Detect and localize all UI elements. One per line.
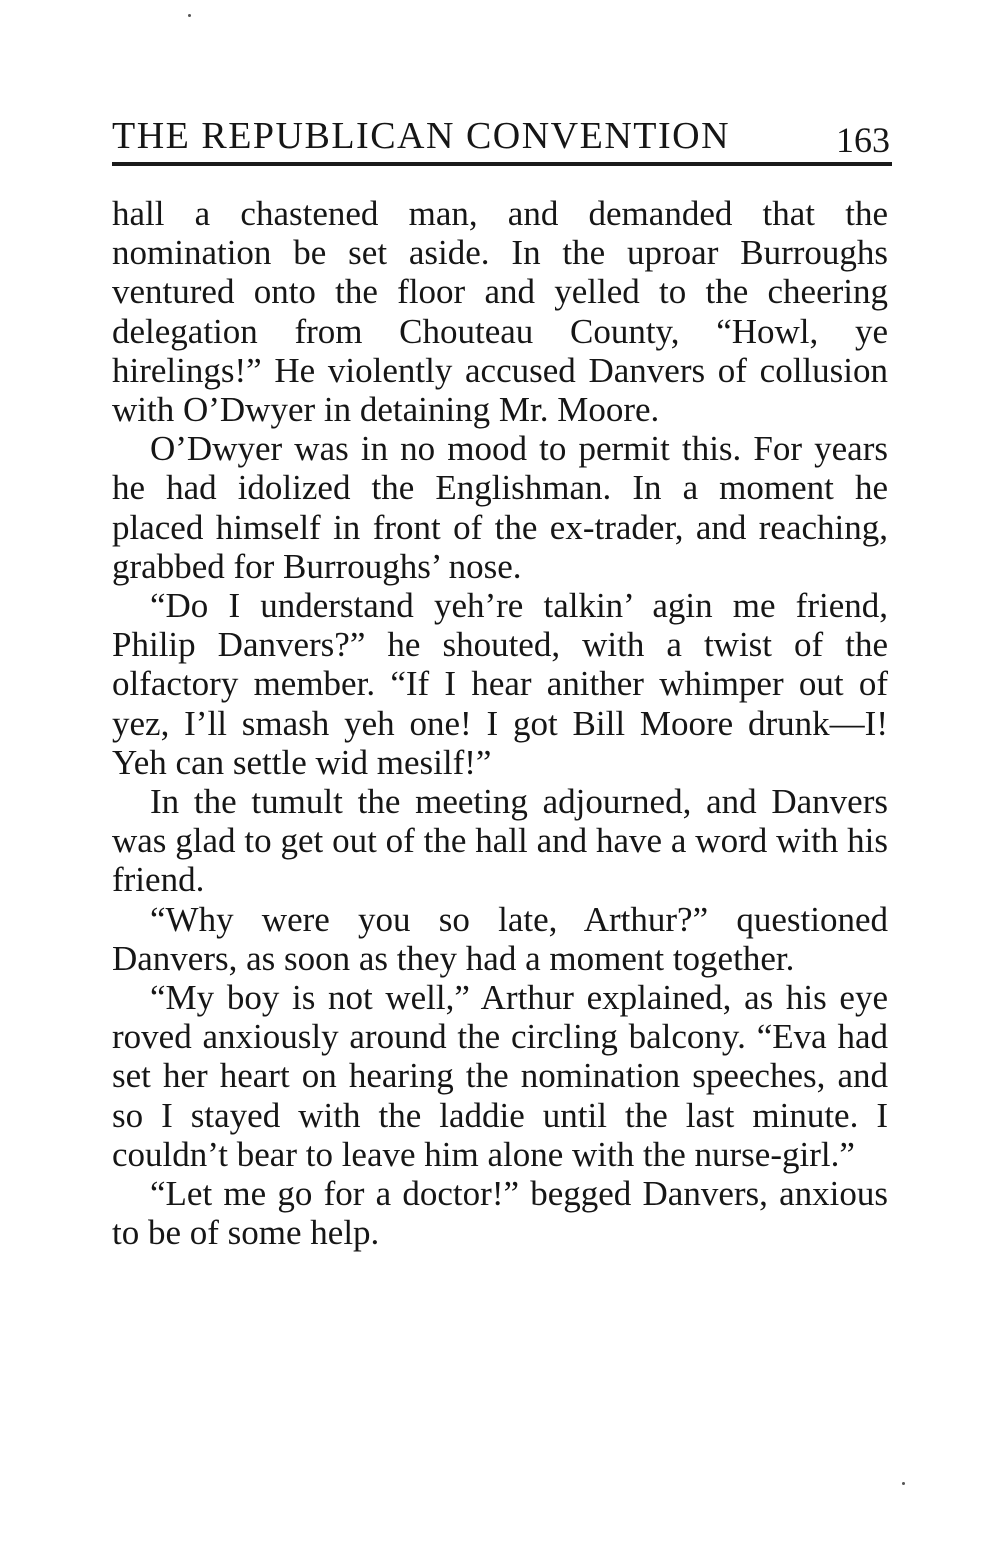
paragraph-4: In the tumult the meeting adjourned, and Danvers was glad to get out of the hall and have a word with his friend.: [112, 782, 888, 900]
paragraph-2: O’Dwyer was in no mood to permit this. For years he had idolized the Englishman. In a moment he placed himself in front of the ex-trader, and reaching, grabbed for Burroughs’ nose.: [112, 429, 888, 586]
running-title: THE REPUBLICAN CONVENTION: [112, 115, 731, 157]
paragraph-6: “My boy is not well,” Arthur explained, as his eye roved anxiously around the circling balcony. “Eva had set her heart on hearing the nomination speeches, and so I stayed with the laddie until the last minute. I couldn’t bear to leave him alone with the nurse-girl.”: [112, 978, 888, 1174]
body-text: [112, 194, 888, 1252]
paragraph-7: “Let me go for a doctor!” begged Danvers, anxious to be of some help.: [112, 1174, 888, 1253]
scan-speck: [188, 14, 191, 17]
page-number: 163: [836, 120, 890, 160]
paragraph-1: hall a chastened man, and demanded that the nomination be set aside. In the uproar Burroughs ventured onto the floor and yelled to the cheering delegation from Chouteau County, “Howl, ye hirelings!” He violently accused Danvers of collusion with O’Dwyer in detaining Mr. Moore.: [112, 194, 888, 430]
scan-speck: [902, 1482, 905, 1485]
running-header: [112, 112, 892, 164]
paragraph-3: “Do I understand yeh’re talkin’ agin me friend, Philip Danvers?” he shouted, with a twist of the olfactory member. “If I hear anither whimper out of yez, I’ll smash yeh one! I got Bill Moore drunk—I! Yeh can settle wid mesilf!”: [112, 586, 888, 782]
header-rule: [112, 162, 892, 166]
paragraph-5: “Why were you so late, Arthur?” questioned Danvers, as soon as they had a moment together.: [112, 899, 888, 978]
